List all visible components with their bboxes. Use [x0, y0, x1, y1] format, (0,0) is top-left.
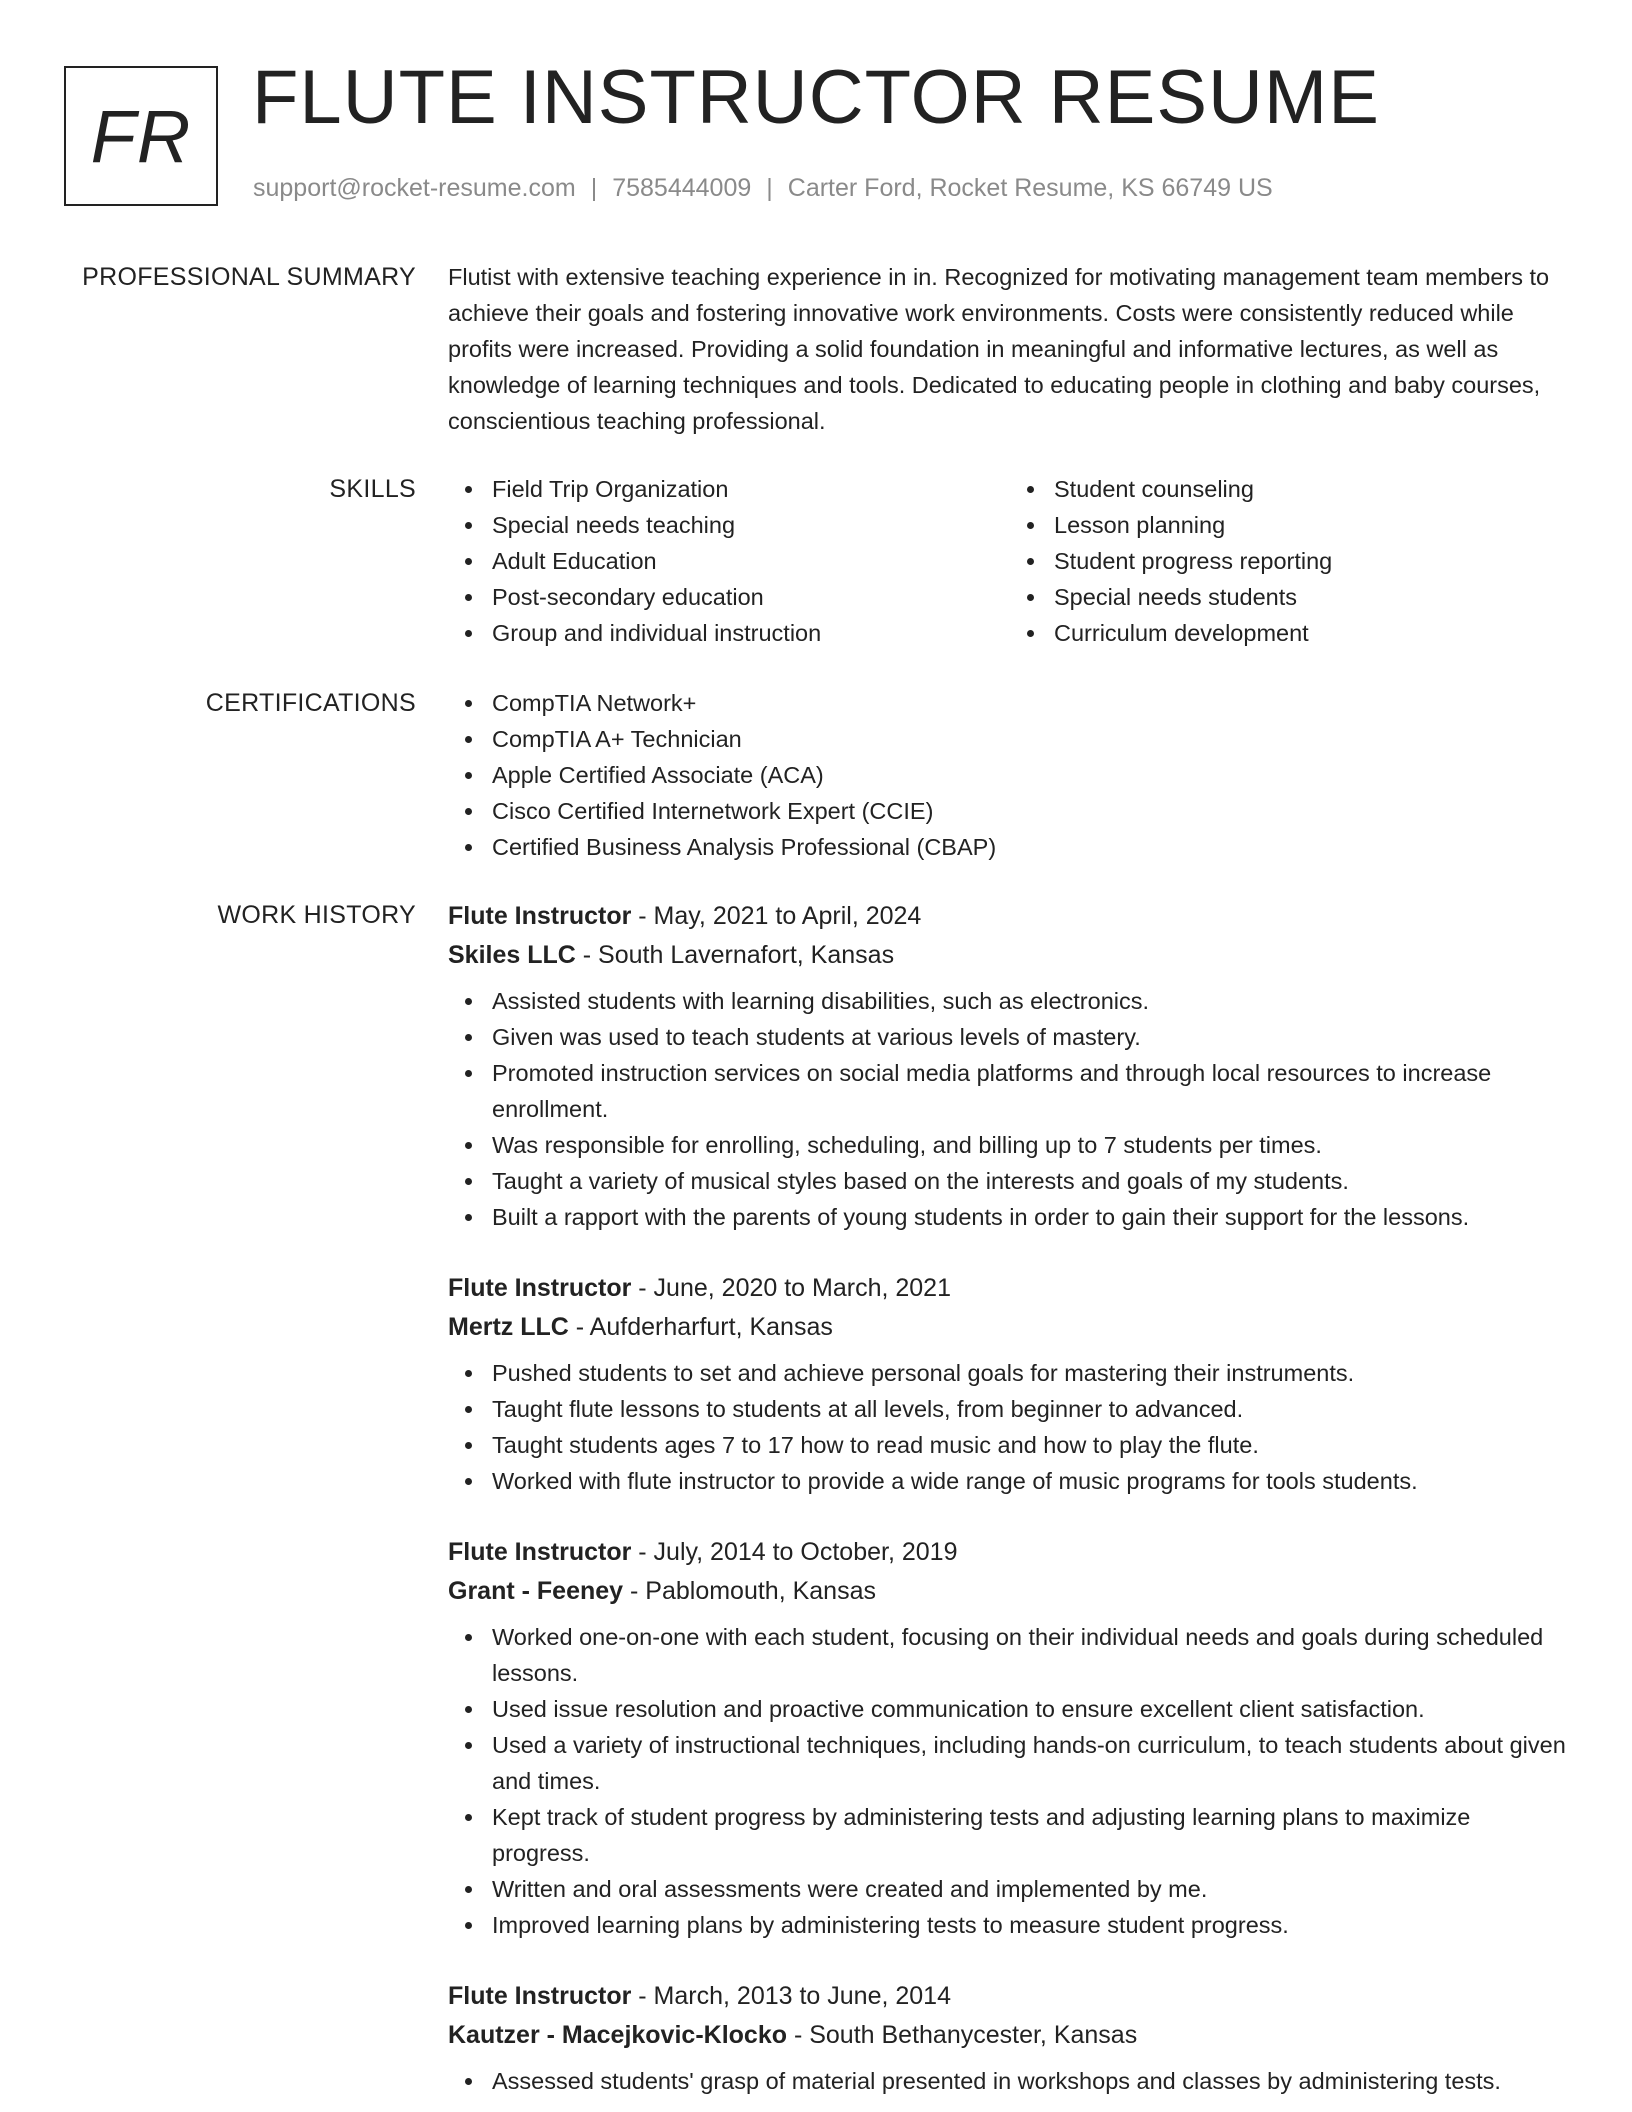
- job-entry: [448, 1533, 1572, 1943]
- job-title-line: [448, 1533, 1572, 1572]
- list-item: Student counseling: [1054, 471, 1572, 507]
- job-dates: - July, 2014 to October, 2019: [631, 1538, 958, 1566]
- job-entry: [448, 1269, 1572, 1499]
- job-company: Kautzer - Macejkovic-Klocko: [448, 2021, 787, 2049]
- job-dates: - March, 2013 to June, 2014: [631, 1982, 951, 2010]
- list-item: Pushed students to set and achieve personal goals for mastering their instruments.: [492, 1355, 1572, 1391]
- list-item: Used issue resolution and proactive communication to ensure excellent client satisfaction.: [492, 1691, 1572, 1727]
- summary-body: [448, 259, 1572, 439]
- list-item: Assessed students' grasp of material presented in workshops and classes by administering tests.: [492, 2063, 1572, 2099]
- list-item: Assisted students with learning disabilities, such as electronics.: [492, 983, 1572, 1019]
- list-item: Lesson planning: [1054, 507, 1572, 543]
- job-title: Flute Instructor: [448, 1274, 632, 1302]
- section-label-work-history: WORK HISTORY: [217, 901, 416, 929]
- summary-text: Flutist with extensive teaching experience in in. Recognized for motivating management team members to achieve their goals and fostering innovative work environments. Costs were consistently reduced while profits were increased. Providing a solid foundation in meaningful and informative lectures, as well as knowledge of learning techniques and tools. Dedicated to educating people in clothing and baby courses, conscientious teaching professional.: [448, 264, 1550, 434]
- job-company-line: [448, 1572, 1572, 1611]
- list-item: Taught a variety of musical styles based on the interests and goals of my students.: [492, 1163, 1572, 1199]
- job-bullets: [448, 1619, 1572, 1943]
- list-item: Student progress reporting: [1054, 543, 1572, 579]
- monogram-logo: FR: [64, 66, 218, 206]
- skills-body: [448, 471, 1572, 651]
- list-item: Curriculum development: [1054, 615, 1572, 651]
- job-location: - Pablomouth, Kansas: [623, 1577, 876, 1605]
- job-entry: [448, 1977, 1572, 2099]
- job-company: Grant - Feeney: [448, 1577, 624, 1605]
- job-title: Flute Instructor: [448, 1538, 632, 1566]
- list-item: Taught flute lessons to students at all levels, from beginner to advanced.: [492, 1391, 1572, 1427]
- list-item: Worked one-on-one with each student, focusing on their individual needs and goals during scheduled lessons.: [492, 1619, 1572, 1691]
- certifications-body: [448, 685, 1572, 865]
- list-item: Field Trip Organization: [492, 471, 1010, 507]
- job-company-line: [448, 1308, 1572, 1347]
- job-title-line: [448, 897, 1572, 936]
- contact-address: Carter Ford, Rocket Resume, KS 66749 US: [787, 174, 1273, 202]
- job-location: - Aufderharfurt, Kansas: [568, 1313, 833, 1341]
- list-item: Post-secondary education: [492, 579, 1010, 615]
- list-item: Given was used to teach students at various levels of mastery.: [492, 1019, 1572, 1055]
- job-entry: [448, 897, 1572, 1235]
- list-item: CompTIA Network+: [492, 685, 1572, 721]
- list-item: Used a variety of instructional techniques, including hands-on curriculum, to teach students about given and times.: [492, 1727, 1572, 1799]
- job-dates: - June, 2020 to March, 2021: [631, 1274, 951, 1302]
- job-company-line: [448, 936, 1572, 975]
- list-item: Group and individual instruction: [492, 615, 1010, 651]
- list-item: Written and oral assessments were created and implemented by me.: [492, 1871, 1572, 1907]
- work-history-body: [448, 897, 1572, 2112]
- list-item: Kept track of student progress by administering tests and adjusting learning plans to maximize progress.: [492, 1799, 1572, 1871]
- list-item: Worked with flute instructor to provide a wide range of music programs for tools students.: [492, 1463, 1572, 1499]
- job-company: Mertz LLC: [448, 1313, 569, 1341]
- contact-email[interactable]: support@rocket-resume.com: [253, 174, 576, 202]
- contact-line: [253, 174, 1273, 203]
- list-item: Taught students ages 7 to 17 how to read music and how to play the flute.: [492, 1427, 1572, 1463]
- section-label-skills: SKILLS: [329, 475, 416, 503]
- list-item: Promoted instruction services on social media platforms and through local resources to increase enrollment.: [492, 1055, 1572, 1127]
- job-bullets: [448, 1355, 1572, 1499]
- job-title-line: [448, 1977, 1572, 2016]
- skills-list-left: [448, 471, 1010, 651]
- contact-phone[interactable]: 7585444009: [612, 174, 752, 202]
- list-item: Special needs students: [1054, 579, 1572, 615]
- job-bullets: [448, 983, 1572, 1235]
- job-company-line: [448, 2016, 1572, 2055]
- list-item: CompTIA A+ Technician: [492, 721, 1572, 757]
- contact-separator: |: [590, 174, 598, 202]
- skills-list-right: [1010, 471, 1572, 651]
- job-title: Flute Instructor: [448, 902, 632, 930]
- list-item: Special needs teaching: [492, 507, 1010, 543]
- list-item: Apple Certified Associate (ACA): [492, 757, 1572, 793]
- section-label-summary: PROFESSIONAL SUMMARY: [82, 263, 416, 291]
- section-label-certifications: CERTIFICATIONS: [205, 689, 416, 717]
- page-title: FLUTE INSTRUCTOR RESUME: [252, 55, 1380, 140]
- job-title: Flute Instructor: [448, 1982, 632, 2010]
- list-item: Built a rapport with the parents of young students in order to gain their support for the lessons.: [492, 1199, 1572, 1235]
- list-item: Cisco Certified Internetwork Expert (CCIE): [492, 793, 1572, 829]
- contact-separator: |: [766, 174, 773, 202]
- job-bullets: [448, 2063, 1572, 2099]
- list-item: Improved learning plans by administering tests to measure student progress.: [492, 1907, 1572, 1943]
- list-item: Adult Education: [492, 543, 1010, 579]
- job-location: - South Bethanycester, Kansas: [787, 2021, 1138, 2049]
- certifications-list: [448, 685, 1572, 865]
- job-dates: - May, 2021 to April, 2024: [631, 902, 922, 930]
- list-item: Certified Business Analysis Professional (CBAP): [492, 829, 1572, 865]
- job-title-line: [448, 1269, 1572, 1308]
- list-item: Was responsible for enrolling, scheduling, and billing up to 7 students per times.: [492, 1127, 1572, 1163]
- job-company: Skiles LLC: [448, 941, 576, 969]
- job-location: - South Lavernafort, Kansas: [575, 941, 895, 969]
